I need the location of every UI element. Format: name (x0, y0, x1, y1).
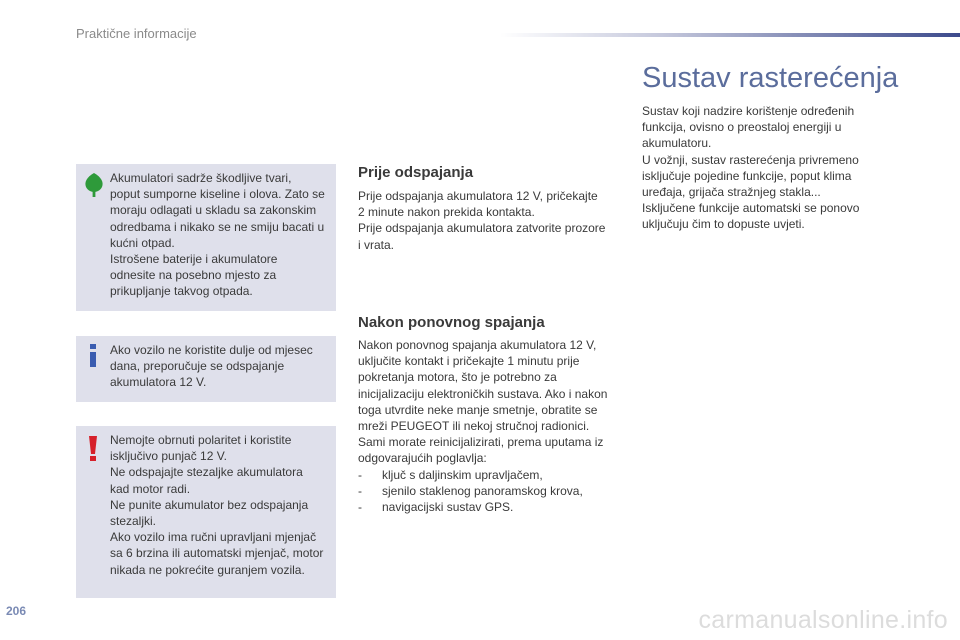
load-shedding-line: uređaja, grijača stražnjeg stakla... (642, 185, 821, 200)
warning-note-line: Ne punite akumulator bez odspajanja (110, 497, 309, 512)
after-reconnect-line: odgovarajućih poglavlja: (358, 451, 487, 466)
before-disconnect-body (358, 188, 622, 253)
page-header-title: Praktične informacije (76, 26, 197, 41)
before-disconnect-heading: Prije odspajanja (358, 164, 474, 181)
after-reconnect-heading: Nakon ponovnog spajanja (358, 314, 545, 331)
warning-note-line: Nemojte obrnuti polaritet i koristite (110, 433, 292, 447)
after-reconnect-line: Sami morate reinicijalizirati, prema uputama iz (358, 435, 604, 450)
warning-note-line: sa 6 brzina ili automatski mjenjač, motor (110, 546, 324, 561)
leaf-icon (83, 172, 105, 202)
info-icon (86, 344, 100, 372)
load-shedding-body (642, 103, 872, 233)
eco-note-line: Istrošene baterije i akumulatore (110, 252, 278, 267)
warning-note-line: stezaljki. (110, 514, 157, 529)
warning-note-line: kad motor radi. (110, 481, 191, 496)
header-gradient-bar (500, 33, 960, 37)
eco-note-line: kućni otpad. (110, 235, 175, 250)
before-disconnect-line: Prije odspajanja akumulatora zatvorite prozore (358, 221, 606, 236)
load-shedding-line: funkcija, ovisno o preostaloj energiji u (642, 120, 842, 135)
info-note-line: Ako vozilo ne koristite dulje od mjesec (110, 343, 313, 357)
eco-note-line: prikupljanje takvog otpada. (110, 284, 253, 299)
list-item: - ključ s daljinskim upravljačem, (358, 467, 622, 483)
eco-note-line: moraju odlagati u skladu sa zakonskim (110, 203, 317, 218)
load-shedding-line: isključuje pojedine funkcije, poput klima (642, 168, 852, 183)
list-item: - navigacijski sustav GPS. (358, 499, 622, 515)
after-reconnect-line: toga utvrdite neke manje smetnje, obratite se (358, 402, 598, 417)
reinit-list (358, 467, 622, 516)
section-title: Sustav rasterećenja (642, 62, 899, 94)
page-number: 206 (6, 604, 27, 618)
after-reconnect-line: inicijalizaciju elektroničkih sustava. Ako i nakon (358, 386, 608, 401)
watermark: carmanualsonline.info (698, 606, 948, 634)
after-reconnect-line: uključite kontakt i pričekajte 1 minutu prije (358, 354, 580, 369)
warning-note-box (76, 426, 336, 598)
eco-note-line: Akumulatori sadrže škodljive tvari, (110, 171, 292, 185)
after-reconnect-line: mreži PEUGEOT ili nekoj stručnoj radionici. (358, 419, 590, 434)
after-reconnect-body (358, 337, 622, 515)
before-disconnect-line: 2 minute nakon prekida kontakta. (358, 205, 535, 220)
exclamation-icon (86, 436, 100, 466)
load-shedding-line: U vožnji, sustav rasterećenja privremeno (642, 152, 859, 167)
eco-note-line: odnesite na posebno mjesto za (110, 268, 277, 283)
load-shedding-line: akumulatoru. (642, 136, 712, 151)
load-shedding-line: Isključene funkcije automatski se ponovo (642, 201, 860, 216)
warning-note-line: Ne odspajajte stezaljke akumulatora (110, 465, 303, 480)
eco-note-line: odredbama i nikako se ne smiju bacati u (110, 219, 325, 234)
info-note-line: akumulatora 12 V. (110, 375, 207, 390)
after-reconnect-line: Nakon ponovnog spajanja akumulatora 12 V, (358, 338, 597, 352)
before-disconnect-line: i vrata. (358, 237, 395, 252)
load-shedding-line: uključuju čim to dopuste uvjeti. (642, 217, 805, 232)
warning-note-line: isključivo punjač 12 V. (110, 449, 227, 464)
info-note-line: dana, preporučuje se odspajanje (110, 359, 285, 374)
eco-note-box (76, 164, 336, 311)
after-reconnect-line: pokretanja motora, što je potrebno za (358, 370, 557, 385)
eco-note-line: poput sumporne kiseline i olova. Zato se (110, 187, 325, 202)
info-note-box (76, 336, 336, 402)
load-shedding-line: Sustav koji nadzire korištenje određenih (642, 104, 855, 118)
warning-note-line: nikada ne pokrećite guranjem vozila. (110, 562, 305, 577)
warning-note-line: Ako vozilo ima ručni upravljani mjenjač (110, 530, 317, 545)
list-item: - sjenilo staklenog panoramskog krova, (358, 483, 622, 499)
before-disconnect-line: Prije odspajanja akumulatora 12 V, pričekajte (358, 189, 598, 203)
